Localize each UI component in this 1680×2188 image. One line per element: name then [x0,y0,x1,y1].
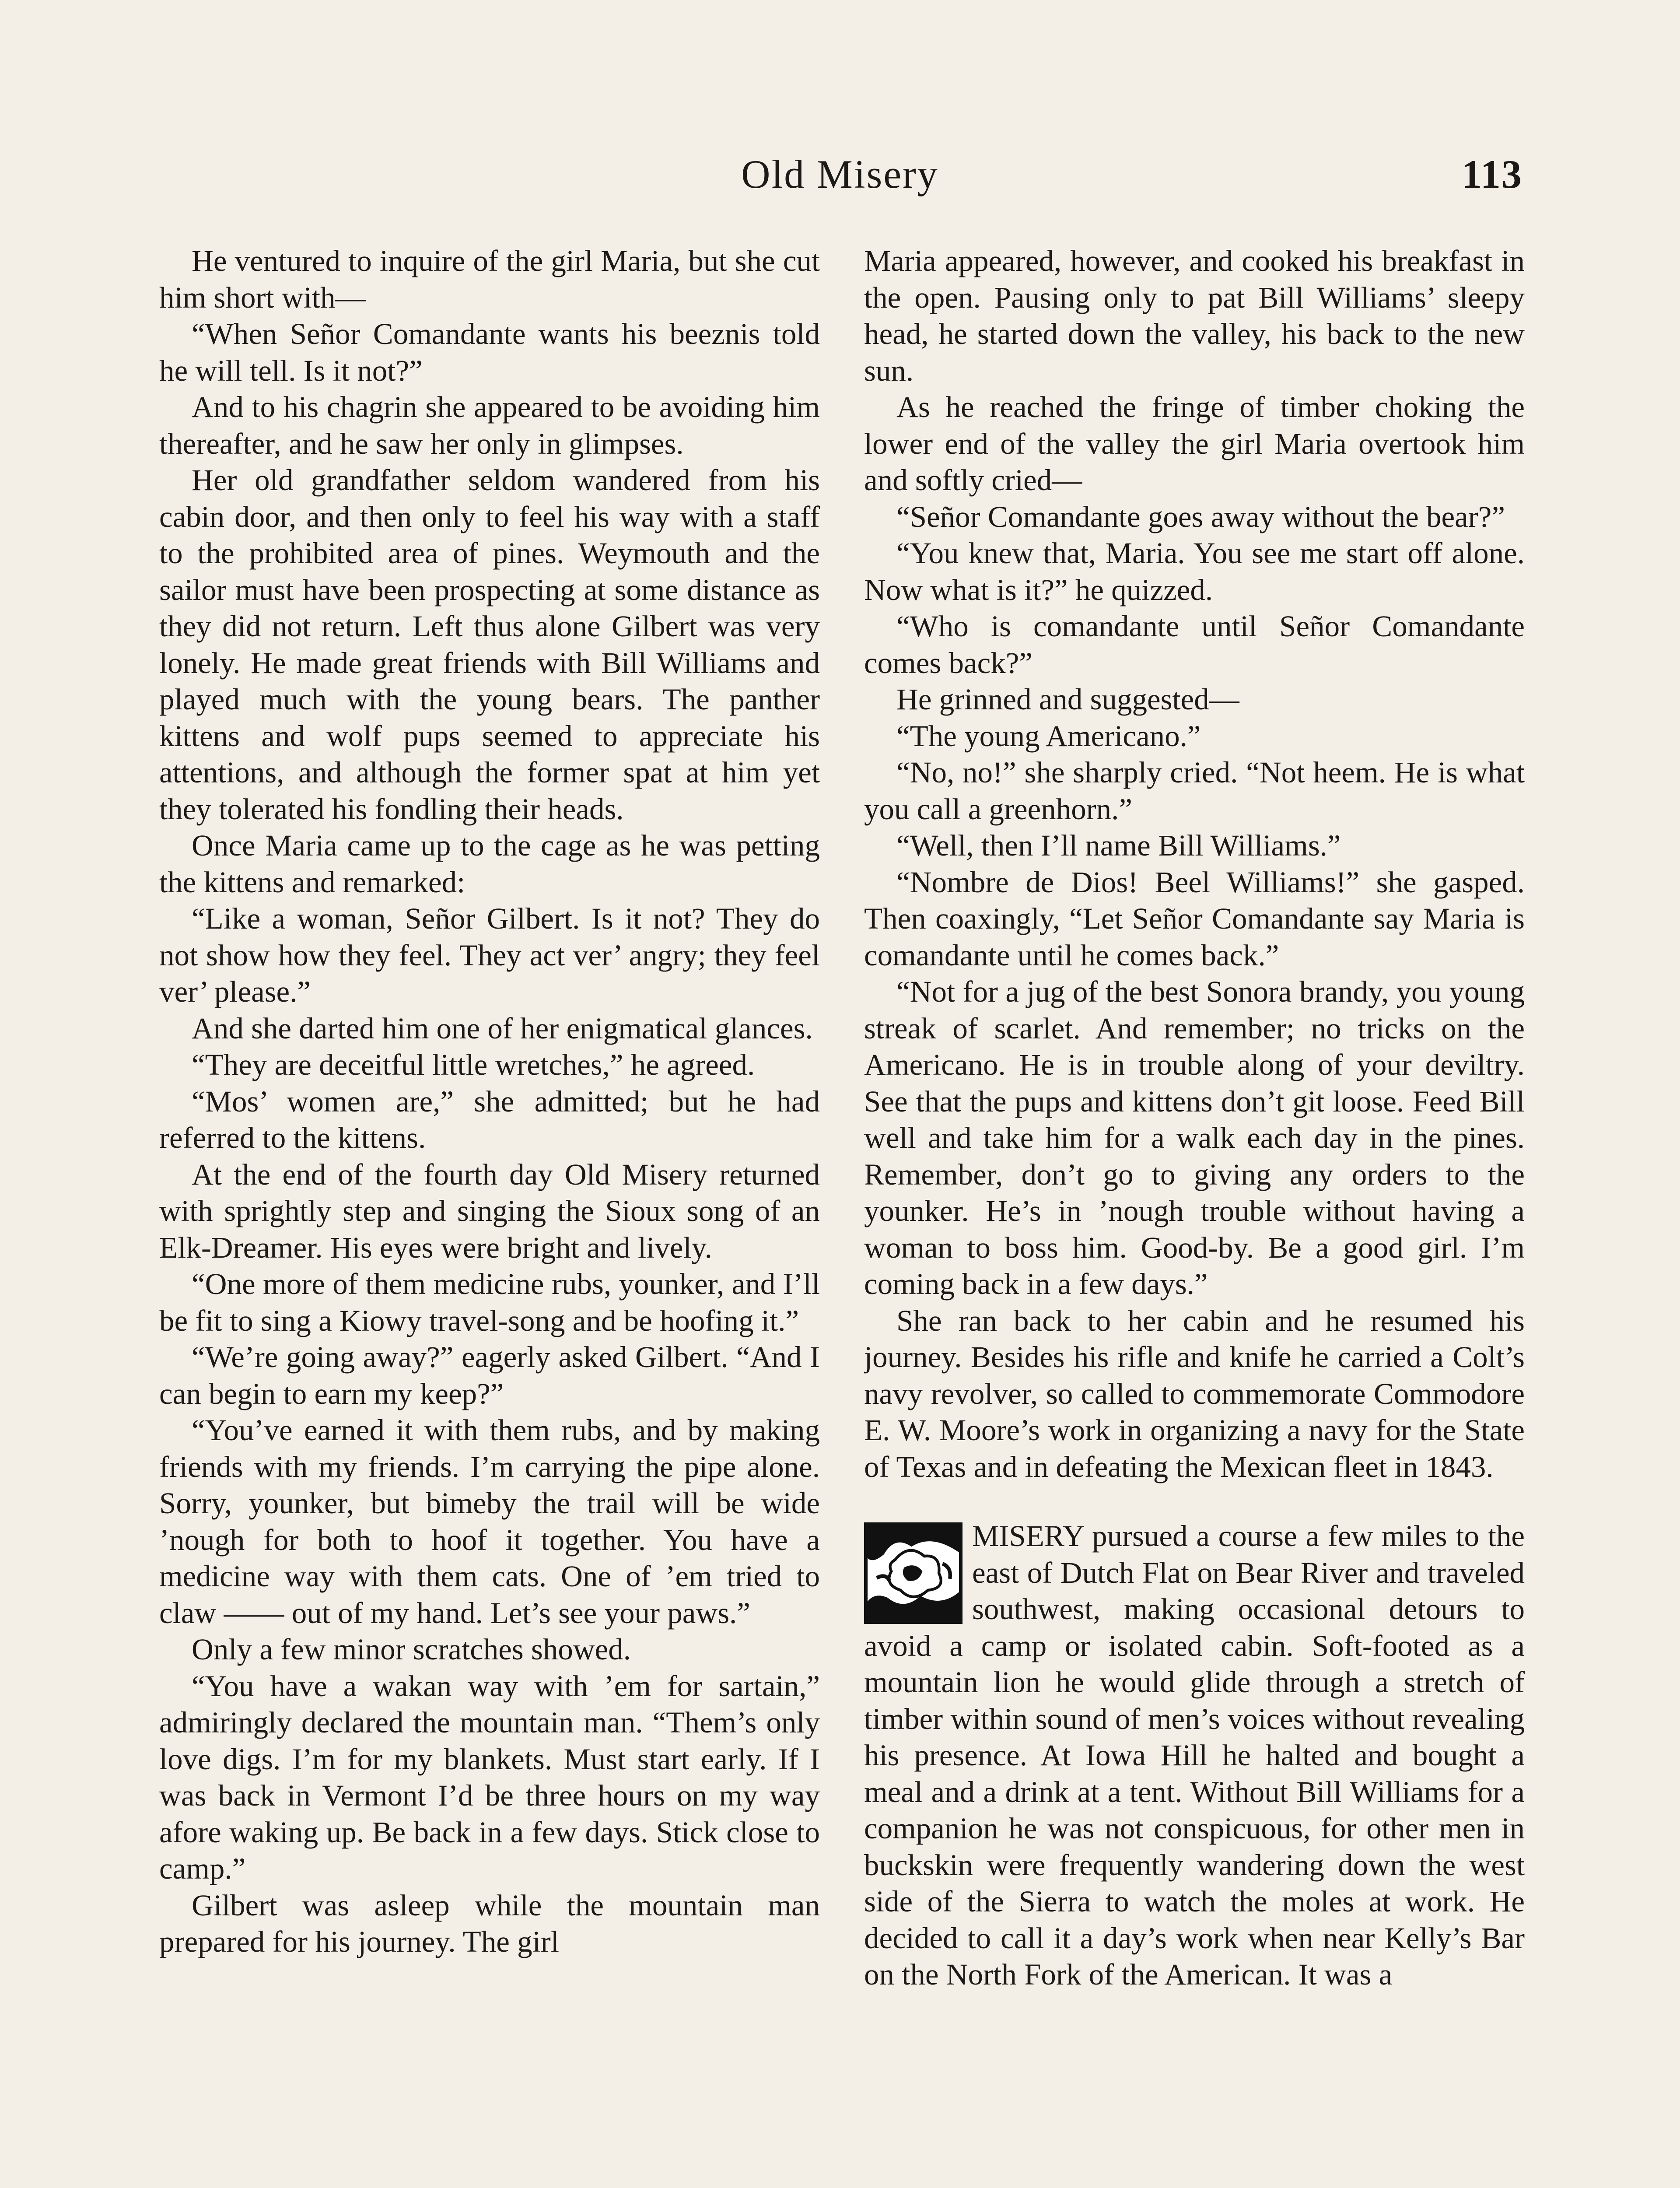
paragraph: Her old grandfather seldom wandered from his cabin door, and then only to feel his way with a staff to the prohibited area of pines. Weymouth and the sailor must have been prospecting at some distance as they did not return. Left thus alone Gilbert was very lonely. He made great friends with Bill Williams and played much with the young bears. The panther kittens and wolf pups seemed to appreciate his attentions, and although the former spat at him yet they tolerated his fondling their heads. [159,463,820,826]
paragraph: “They are deceitful little wretches,” he agreed. [192,1048,755,1081]
paragraph: “One more of them medicine rubs, younker, and I’ll be fit to sing a Kiowy travel-song and be hoofing it.” [159,1267,820,1337]
paragraph: “The young Americano.” [896,719,1201,753]
left-text-column [159,243,820,2188]
paragraph: He grinned and suggested— [896,683,1239,716]
paragraph: Gilbert was asleep while the mountain man prepared for his journey. The girl [159,1888,820,1958]
section-break [864,1485,1525,1518]
right-text-column [864,243,1525,2188]
page-number: 113 [1462,152,1522,196]
paragraph: “Like a woman, Señor Gilbert. Is it not? They do not show how they feel. They act ver’ angry; they feel ver’ please.” [159,902,820,1008]
paragraph: She ran back to her cabin and he resumed his journey. Besides his rifle and knife he carried a Colt’s navy revolver, so called to commemorate Commodore E. W. Moore’s work in organizing a navy for the State of Texas and in defeating the Mexican fleet in 1843. [864,1304,1525,1483]
paragraph: “Who is comandante until Señor Comandante comes back?” [864,610,1525,680]
paragraph: “No, no!” she sharply cried. “Not heem. He is what you call a greenhorn.” [864,756,1525,826]
paragraph: “You have a wakan way with ’em for sartain,” admiringly declared the mountain man. “Them’s only love digs. I’m for my blankets. Must start early. If I was back in Vermont I’d be three hours on my way afore waking up. Be back in a few days. Stick close to camp.” [159,1669,820,1885]
paragraph: He ventured to inquire of the girl Maria, but she cut him short with— [159,244,820,314]
paragraph: Maria appeared, however, and cooked his breakfast in the open. Pausing only to pat Bill Williams’ sleepy head, he started down the valley, his back to the new sun. [864,244,1525,387]
paragraph: And she darted him one of her enigmatical glances. [192,1011,813,1045]
section-opening-text: MISERY pursued a course a few miles to the east of Dutch Flat on Bear River and traveled southwest, making occasional detours to avoid a camp or isolated cabin. Soft-footed as a mountain lion he would glide through a stretch of timber within sound of men’s voices without revealing his presence. At Iowa Hill he halted and bought a meal and a drink at a tent. Without Bill Williams for a companion he was not conspicuous, for other men in buckskin were frequently wandering down the west side of the Sierra to watch the moles at work. He decided to call it a day’s work when near Kelly’s Bar on the North Fork of the American. It was a [864,1519,1525,1991]
paragraph: “When Señor Comandante wants his beeznis told he will tell. Is it not?” [159,317,820,387]
paragraph: “You knew that, Maria. You see me start off alone. Now what is it?” he quizzed. [864,536,1525,607]
paragraph: “We’re going away?” eagerly asked Gilbert. “And I can begin to earn my keep?” [159,1340,820,1410]
paragraph: “You’ve earned it with them rubs, and by making friends with my friends. I’m carrying the pipe alone. Sorry, younker, but bimeby the trail will be wide ’nough for both to hoof it together. You have a medicine way with them cats. One of ’em tried to claw —— out of my hand. Let’s see your paws.” [159,1413,820,1630]
paragraph: “Nombre de Dios! Beel Williams!” she gasped. Then coaxingly, “Let Señor Comandante say Maria is comandante until he comes back.” [864,865,1525,972]
paragraph: “Mos’ women are,” she admitted; but he had referred to the kittens. [159,1084,820,1154]
paragraph: And to his chagrin she appeared to be avoiding him thereafter, and he saw her only in glimpses. [159,390,820,460]
paragraph: Once Maria came up to the cage as he was petting the kittens and remarked: [159,829,820,899]
paragraph: At the end of the fourth day Old Misery returned with sprightly step and singing the Sioux song of an Elk-Dreamer. His eyes were bright and lively. [159,1157,820,1264]
section-opening-paragraph [864,1518,1525,1993]
ornamental-dropcap-icon [864,1522,962,1624]
paragraph: “Señor Comandante goes away without the bear?” [896,500,1505,533]
paragraph: Only a few minor scratches showed. [192,1633,631,1666]
paragraph: As he reached the fringe of timber choking the lower end of the valley the girl Maria overtook him and softly cried— [864,390,1525,497]
paragraph: “Well, then I’ll name Bill Williams.” [896,829,1341,862]
running-head-title: Old Misery [741,152,939,196]
paragraph: “Not for a jug of the best Sonora brandy, you young streak of scarlet. And remember; no tricks on the Americano. He is in trouble along of your deviltry. See that the pups and kittens don’t git loose. Feed Bill well and take him for a walk each day in the pines. Remember, don’t go to giving any orders to the younker. He’s in ’nough trouble without having a woman to boss him. Good-by. Be a good girl. I’m coming back in a few days.” [864,975,1525,1301]
